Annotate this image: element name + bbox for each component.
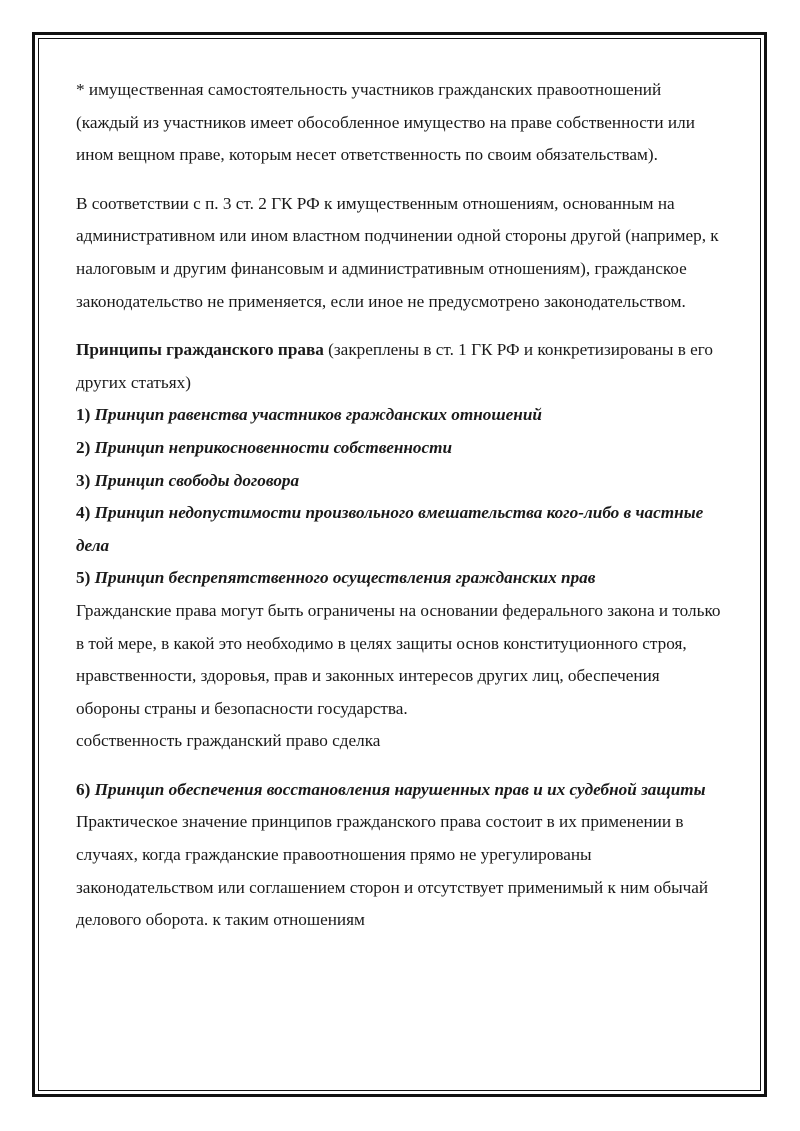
principles-heading: Принципы гражданского права (76, 340, 324, 360)
principle-title: Принцип обеспечения восстановления нарушенных прав и их судебной защиты (90, 779, 706, 799)
principle-title: Принцип равенства участников гражданских отношений (90, 405, 542, 425)
principle-number: 6) (76, 779, 91, 799)
principle-number: 1) (76, 405, 91, 425)
paragraph-practical-significance: Практическое значение принципов гражданского права состоит в их применении в случаях, когда гражданские правоотношения прямо не урегулированы законодательством или соглашением сторон и отсутствует применимый к ним обычай делового оборота. к таким отношениям (76, 812, 709, 930)
principle-item (76, 432, 726, 465)
keywords-line: собственность гражданский право сделка (76, 731, 381, 751)
principles-intro (76, 334, 726, 399)
principle-number: 5) (76, 568, 91, 588)
principle-item (76, 774, 726, 807)
principle-number: 4) (76, 503, 91, 523)
paragraph-art2-exclusion: В соответствии с п. 3 ст. 2 ГК РФ к имущественным отношениям, основанным на административном или ином властном подчинении одной стороны другой (например, к налоговым и другим финансовым и административным отношениям), гражданское законодательство не применяется, если иное не предусмотрено законодательством. (76, 193, 719, 311)
principle-number: 2) (76, 437, 91, 457)
principle-item (76, 562, 726, 595)
principle-number: 3) (76, 470, 91, 490)
principle-item (76, 399, 726, 432)
principle-title: Принцип неприкосновенности собственности (90, 437, 453, 457)
paragraph-property-independence: * имущественная самостоятельность участников гражданских правоотношений (каждый из участников имеет обособленное имущество на праве собственности или ином вещном праве, которым несет ответственность по своим обязательствам). (76, 80, 695, 165)
document-body (76, 74, 726, 937)
paragraph-rights-restriction: Гражданские права могут быть ограничены на основании федерального закона и только в той мере, в какой это необходимо в целях защиты основ конституционного строя, нравственности, здоровья, прав и законных интересов других лиц, обеспечения обороны страны и безопасности государства. (76, 600, 721, 718)
principle-item (76, 497, 726, 562)
principle-title: Принцип свободы договора (90, 470, 300, 490)
principle-item (76, 465, 726, 498)
principle-title: Принцип беспрепятственного осуществления гражданских прав (90, 568, 596, 588)
principle-title: Принцип недопустимости произвольного вмешательства кого-либо в частные дела (76, 503, 704, 555)
principles-intro-text: (закреплены в ст. 1 ГК РФ и конкретизированы в его других статьях) (76, 340, 713, 392)
